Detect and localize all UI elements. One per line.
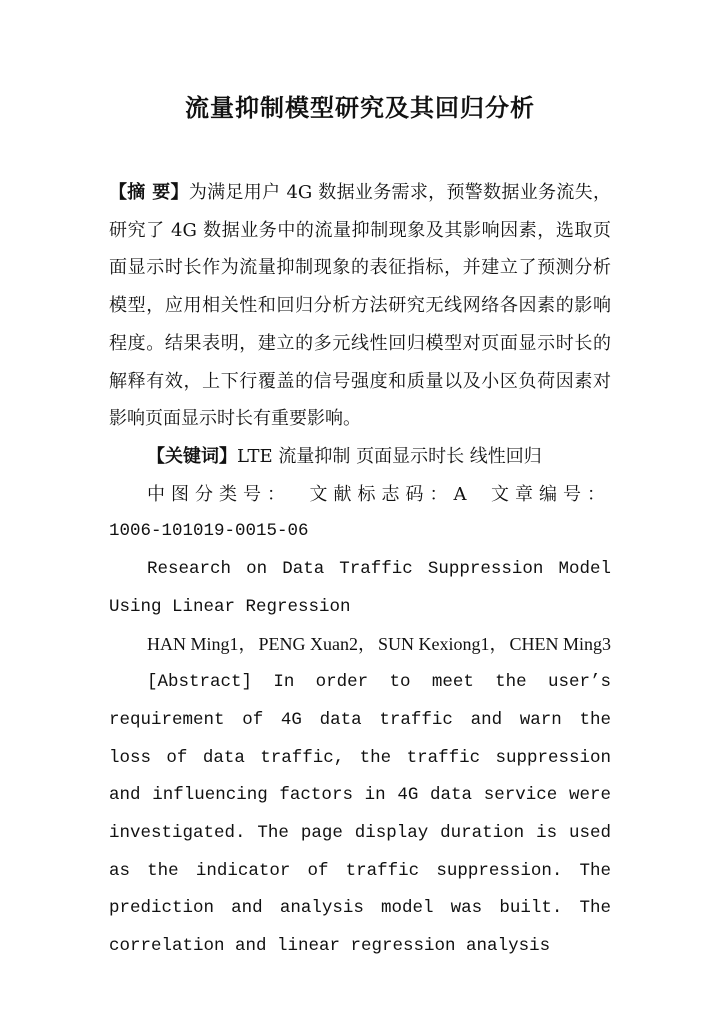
keywords-text: LTE 流量抑制 页面显示时长 线性回归 (237, 445, 542, 467)
author-1: HAN Ming1， (147, 634, 257, 655)
english-abstract-text: In order to meet the user’s requirement of 4G data traffic and warn the loss of data traffic, the traffic suppression and influencing factors in 4G data service were investigated. The page display duration is used as the indicator of traffic suppression. The prediction and analysis model was built. The correlation and linear regression analysis (109, 672, 611, 957)
article-number-label: 文章编号： (491, 483, 611, 505)
chinese-abstract (109, 174, 611, 438)
english-abstract (109, 664, 611, 966)
abstract-text: 为满足用户 4G 数据业务需求，预警数据业务流失，研究了 4G 数据业务中的流量抑制现象及其影响因素，选取页面显示时长作为流量抑制现象的表征指标，并建立了预测分析模型，应用相关性和回归分析方法研究无线网络各因素的影响程度。结果表明，建立的多元线性回归模型对页面显示时长的解释有效，上下行覆盖的信号强度和质量以及小区负荷因素对影响页面显示时长有重要影响。 (109, 182, 611, 430)
english-abstract-label: [Abstract] (147, 672, 253, 693)
document-body (109, 174, 611, 966)
page-title: 流量抑制模型研究及其回归分析 (185, 93, 535, 122)
article-number-value: 1006-101019-0015-06 (109, 521, 309, 542)
document-code-label: 文献标志码：A (309, 483, 473, 505)
keywords-label: 【关键词】 (147, 445, 237, 467)
author-2: PENG Xuan2， (258, 634, 376, 655)
authors-line (109, 626, 611, 664)
english-title: Research on Data Traffic Suppression Model Using Linear Regression (109, 559, 611, 617)
author-4: CHEN Ming3 (509, 634, 611, 655)
author-3: SUN Kexiong1， (377, 634, 508, 655)
clc-label: 中图分类号： (147, 483, 291, 505)
classification-line (109, 476, 611, 514)
keywords-line (109, 438, 611, 476)
abstract-label: 【摘 要】 (109, 182, 189, 203)
